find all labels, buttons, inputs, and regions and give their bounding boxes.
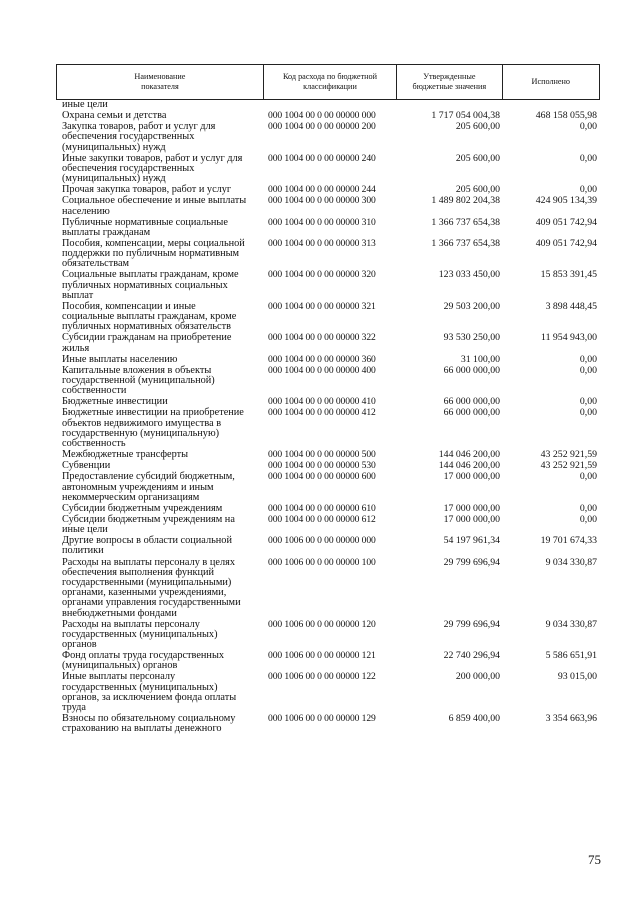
row-code: 000 1004 00 0 00 00000 612: [268, 513, 376, 525]
row-name: Социальные выплаты гражданам, кроме публичных нормативных социальных выплат: [62, 269, 239, 301]
row-code: 000 1004 00 0 00 00000 320: [268, 269, 376, 281]
row-code: 000 1004 00 0 00 00000 310: [268, 216, 376, 228]
row-code: 000 1006 00 0 00 00000 121: [268, 650, 376, 662]
row-name: Субсидии бюджетным учреждениям: [62, 502, 223, 514]
row-approved: 1 366 737 654,38: [431, 237, 500, 249]
row-executed: 19 701 674,33: [540, 535, 597, 547]
row-approved: 144 046 200,00: [438, 449, 500, 461]
row-code: 000 1006 00 0 00 00000 129: [268, 713, 376, 725]
row-approved: 54 197 961,34: [443, 535, 500, 547]
row-name: Фонд оплаты труда государственных (муниципальных) органов: [62, 650, 225, 672]
header-approved: Утвержденные бюджетные значения: [397, 65, 502, 99]
row-name: Субсидии гражданам на приобретение жилья: [62, 332, 232, 354]
row-code: 000 1004 00 0 00 00000 530: [268, 460, 376, 472]
row-approved: 1 717 054 004,38: [431, 110, 500, 122]
row-code: 000 1004 00 0 00 00000 244: [268, 184, 376, 196]
row-name: Пособия, компенсации и иные социальные выплаты гражданам, кроме публичных нормативных обязательств: [62, 300, 237, 333]
row-executed: 0,00: [579, 121, 597, 133]
row-name: Пособия, компенсации, меры социальной поддержки по публичным нормативным обязательствам: [62, 237, 245, 270]
row-code: 000 1006 00 0 00 00000 000: [268, 535, 376, 547]
row-executed: 0,00: [579, 502, 597, 514]
row-executed: 468 158 055,98: [535, 110, 597, 122]
row-approved: 1 366 737 654,38: [431, 216, 500, 228]
row-approved: 66 000 000,00: [443, 396, 500, 408]
row-approved: 17 000 000,00: [443, 502, 500, 514]
row-code: 000 1004 00 0 00 00000 313: [268, 237, 376, 249]
row-executed: 0,00: [579, 184, 597, 196]
row-approved: 29 799 696,94: [443, 618, 500, 630]
row-executed: 0,00: [579, 364, 597, 376]
row-name: Другие вопросы в области социальной политики: [62, 535, 232, 557]
row-executed: 9 034 330,87: [545, 618, 597, 630]
row-code: 000 1004 00 0 00 00000 500: [268, 449, 376, 461]
row-code: 000 1004 00 0 00 00000 410: [268, 396, 376, 408]
row-code: 000 1004 00 0 00 00000 322: [268, 332, 376, 344]
row-approved: 200 000,00: [455, 671, 500, 683]
row-name: Социальное обеспечение и иные выплаты населению: [62, 195, 247, 217]
row-approved: 29 799 696,94: [443, 556, 500, 568]
header-code: Код расхода по бюджетной классификации: [264, 65, 397, 99]
row-executed: 0,00: [579, 353, 597, 365]
row-code: 000 1004 00 0 00 00000 610: [268, 502, 376, 514]
row-executed: 11 954 943,00: [541, 332, 597, 344]
page-number: 75: [588, 852, 601, 867]
row-approved: 17 000 000,00: [443, 513, 500, 525]
row-name: Расходы на выплаты персоналу в целях обеспечения выполнения функций государственными (муниципальными) органами, казенными учреждениями, органами управления государственными внебюджетными фондами: [62, 556, 241, 619]
row-executed: 3 898 448,45: [545, 300, 597, 312]
row-executed: 0,00: [579, 513, 597, 525]
row-executed: 3 354 663,96: [545, 713, 597, 725]
row-code: 000 1004 00 0 00 00000 300: [268, 195, 376, 207]
row-name: Субсидии бюджетным учреждениям на иные цели: [62, 513, 235, 536]
row-name: Предоставление субсидий бюджетным, автономным учреждениям и иным некоммерческим организациям: [62, 471, 235, 503]
row-executed: 5 586 651,91: [545, 650, 597, 662]
row-executed: 43 252 921,59: [540, 460, 597, 472]
row-name: Расходы на выплаты персоналу государственных (муниципальных) органов: [62, 618, 218, 650]
row-approved: 123 033 450,00: [438, 269, 500, 281]
row-code: 000 1004 00 0 00 00000 412: [268, 407, 376, 419]
row-code: 000 1006 00 0 00 00000 122: [268, 671, 376, 683]
row-executed: 409 051 742,94: [535, 237, 597, 249]
row-approved: 29 503 200,00: [443, 300, 500, 312]
row-executed: 43 252 921,59: [540, 449, 597, 461]
header-executed: Исполнено: [531, 77, 571, 86]
row-executed: 93 015,00: [557, 671, 597, 683]
row-name: Бюджетные инвестиции на приобретение объектов недвижимого имущества в государственную (муниципальную) собственность: [62, 407, 244, 449]
row-name: Бюджетные инвестиции: [62, 396, 168, 408]
row-executed: 0,00: [579, 471, 597, 483]
row-approved: 93 530 250,00: [443, 332, 500, 344]
row-code: 000 1004 00 0 00 00000 600: [268, 471, 376, 483]
row-name: Иные выплаты персоналу государственных (муниципальных) органов, за исключением фонда оплаты труда: [62, 671, 237, 713]
row-approved: 1 489 802 204,38: [431, 195, 500, 207]
row-name: Иные закупки товаров, работ и услуг для обеспечения государственных (муниципальных) нужд: [62, 152, 243, 185]
row-name: Капитальные вложения в объекты государственной (муниципальной) собственности: [62, 364, 215, 397]
row-approved: 144 046 200,00: [438, 460, 500, 472]
row-code: 000 1004 00 0 00 00000 240: [268, 152, 376, 164]
row-name: Охрана семьи и детства: [62, 110, 167, 122]
row-approved: 22 740 296,94: [443, 650, 500, 662]
row-code: 000 1004 00 0 00 00000 000: [268, 110, 376, 122]
row-name: Межбюджетные трансферты: [62, 449, 189, 461]
row-approved: 6 859 400,00: [448, 713, 500, 725]
row-name: Публичные нормативные социальные выплаты гражданам: [62, 216, 228, 238]
row-name: Субвенции: [62, 460, 111, 472]
row-code: 000 1004 00 0 00 00000 400: [268, 364, 376, 376]
row-executed: 9 034 330,87: [545, 556, 597, 568]
row-approved: 31 100,00: [460, 353, 500, 365]
row-executed: 424 905 134,39: [535, 195, 597, 207]
row-executed: 0,00: [579, 396, 597, 408]
row-executed: 15 853 391,45: [540, 269, 597, 281]
row-name: иные цели: [62, 99, 108, 110]
table-header: [56, 64, 600, 100]
row-name: Прочая закупка товаров, работ и услуг: [62, 184, 232, 196]
row-approved: 17 000 000,00: [443, 471, 500, 483]
row-approved: 205 600,00: [455, 152, 500, 164]
row-executed: 0,00: [579, 407, 597, 419]
row-name: Закупка товаров, работ и услуг для обеспечения государственных (муниципальных) нужд: [62, 121, 216, 153]
row-executed: 0,00: [579, 152, 597, 164]
row-approved: 205 600,00: [455, 184, 500, 196]
row-name: Взносы по обязательному социальному страхованию на выплаты денежного: [62, 713, 236, 735]
row-code: 000 1004 00 0 00 00000 321: [268, 300, 376, 312]
row-approved: 66 000 000,00: [443, 407, 500, 419]
row-approved: 205 600,00: [455, 121, 500, 133]
row-executed: 409 051 742,94: [535, 216, 597, 228]
row-approved: 66 000 000,00: [443, 364, 500, 376]
row-code: 000 1004 00 0 00 00000 360: [268, 353, 376, 365]
header-name: Наименование показателя: [57, 65, 264, 99]
row-code: 000 1006 00 0 00 00000 120: [268, 618, 376, 630]
row-name: Иные выплаты населению: [62, 353, 178, 365]
row-code: 000 1004 00 0 00 00000 200: [268, 121, 376, 133]
row-code: 000 1006 00 0 00 00000 100: [268, 556, 376, 568]
